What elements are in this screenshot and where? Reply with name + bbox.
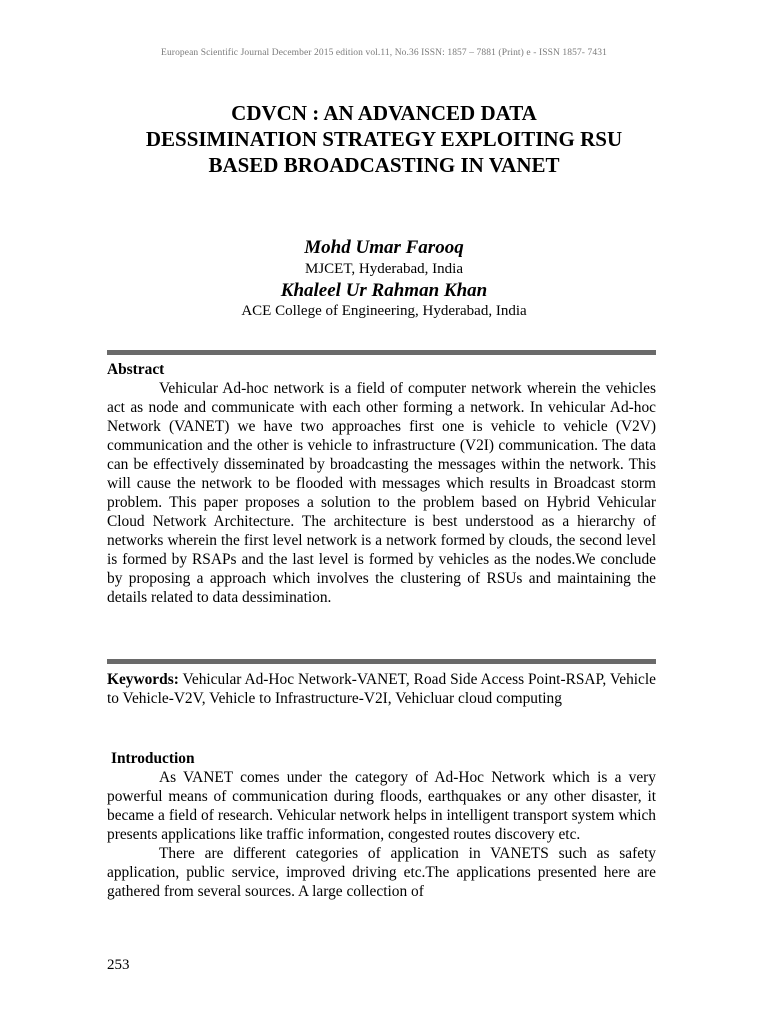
title-line: BASED BROADCASTING IN VANET xyxy=(208,153,560,177)
keywords-section xyxy=(107,670,656,708)
introduction-paragraph: As VANET comes under the category of Ad-Hoc Network which is a very powerful means of communication during floods, earthquakes or any other disaster, it became a field of research. Vehicular network helps in intelligent transport system which presents applications like traffic information, congested routes discovery etc. xyxy=(107,769,656,843)
author-name: Khaleel Ur Rahman Khan xyxy=(280,280,488,301)
keywords-text: Vehicular Ad-Hoc Network-VANET, Road Side Access Point-RSAP, Vehicle to Vehicle-V2V, Vehicle to Infrastructure-V2I, Vehicluar cloud computing xyxy=(107,671,656,707)
title-line: DESSIMINATION STRATEGY EXPLOITING RSU xyxy=(145,127,623,151)
paper-title xyxy=(60,100,708,178)
author-affiliation: ACE College of Engineering, Hyderabad, India xyxy=(241,303,527,319)
section-divider xyxy=(107,659,656,664)
author-affiliation: MJCET, Hyderabad, India xyxy=(304,261,463,277)
page-number: 253 xyxy=(107,957,130,973)
running-header: European Scientific Journal December 2015 edition vol.11, No.36 ISSN: 1857 – 7881 (Print) e - ISSN 1857- 7431 xyxy=(161,48,607,58)
introduction-heading: Introduction xyxy=(111,750,195,767)
abstract-text: Vehicular Ad-hoc network is a field of computer network wherein the vehicles act as node and communicate with each other forming a network. In vehicular Ad-hoc Network (VANET) we have two approaches first one is vehicle to vehicle (V2V) communication and the other is vehicle to infrastructure (V2I) communication. The data can be effectively disseminated by broadcasting the messages within the network. This will cause the network to be flooded with messages which results in Broadcast storm problem. This paper proposes a solution to the problem based on Hybrid Vehicular Cloud Network Architecture. The architecture is best understood as a hierarchy of networks wherein the first level network is a network formed by clouds, the second level is formed by RSAPs and the last level is formed by vehicles as the nodes.We conclude by proposing a approach which involves the clustering of RSUs and maintaining the details related to data dessimination. xyxy=(107,380,656,606)
introduction-paragraph: There are different categories of application in VANETS such as safety application, public service, improved driving etc.The applications presented here are gathered from several sources. A large collection of xyxy=(107,845,656,900)
abstract-section xyxy=(107,360,656,607)
title-line: CDVCN : AN ADVANCED DATA xyxy=(231,101,537,125)
section-divider xyxy=(107,350,656,355)
abstract-heading: Abstract xyxy=(107,361,165,378)
keywords-label: Keywords: xyxy=(107,671,179,688)
author-name: Mohd Umar Farooq xyxy=(304,237,464,258)
introduction-section xyxy=(107,749,656,901)
